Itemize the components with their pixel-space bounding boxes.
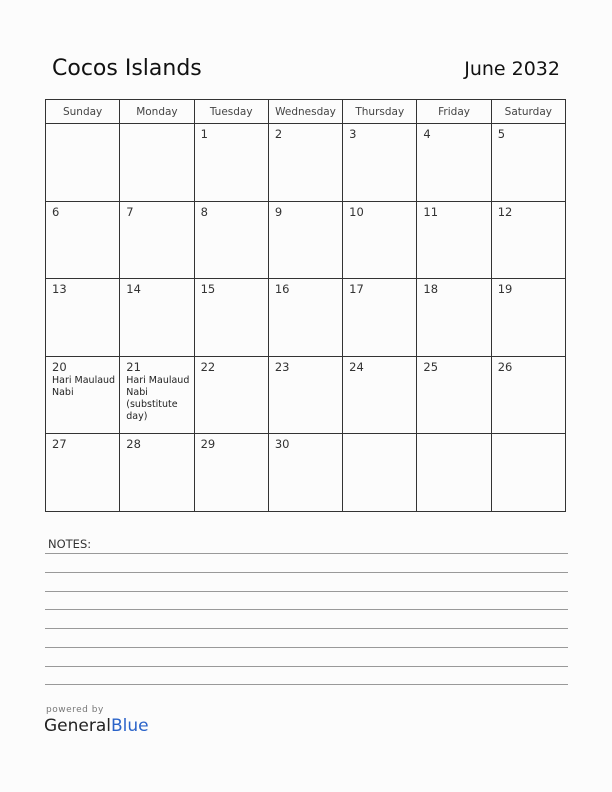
day-number: 5 (497, 127, 506, 141)
day-cell (195, 279, 269, 357)
weekday-header-saturday: Saturday (492, 100, 566, 124)
day-cell (492, 124, 566, 202)
calendar-month-title: June 2032 (464, 58, 560, 80)
day-cell (269, 434, 343, 512)
day-number: 9 (274, 204, 283, 219)
day-number: 24 (349, 359, 364, 374)
day-cell (120, 434, 194, 512)
day-cell (492, 202, 566, 280)
day-number: 14 (126, 282, 141, 297)
weekday-header-tuesday: Tuesday (195, 100, 269, 124)
day-cell (269, 202, 343, 280)
day-cell (343, 434, 417, 512)
day-cell (46, 202, 120, 280)
day-number: 29 (200, 437, 216, 452)
day-number: 18 (423, 282, 439, 297)
notes-line (45, 609, 568, 610)
day-number: 10 (349, 204, 364, 219)
holiday-label: Hari Maulaud Nabi (52, 374, 116, 398)
day-cell (195, 434, 269, 512)
day-number: 27 (52, 437, 67, 452)
day-number: 8 (200, 204, 208, 219)
day-cell (195, 357, 269, 435)
day-number: 12 (497, 204, 513, 219)
weekday-header-friday: Friday (417, 100, 491, 124)
day-cell (120, 279, 194, 357)
powered-by-label: powered by (46, 705, 104, 715)
generalblue-logo[interactable] (44, 716, 149, 736)
day-number: 25 (423, 359, 439, 374)
day-cell (46, 434, 120, 512)
day-number: 16 (274, 282, 290, 297)
day-number: 6 (52, 204, 60, 219)
day-cell (343, 202, 417, 280)
holiday-label: Hari Maulaud Nabi (substitute day) (126, 374, 190, 422)
day-number: 11 (423, 204, 439, 219)
notes-line (45, 628, 568, 629)
notes-line (45, 666, 568, 667)
notes-line (45, 572, 568, 573)
day-cell (269, 357, 343, 435)
weekday-header-sunday: Sunday (46, 100, 120, 124)
day-cell (343, 357, 417, 435)
day-number: 13 (52, 282, 67, 297)
brand-general-text: General (44, 716, 111, 736)
day-cell (46, 124, 120, 202)
day-cell (492, 279, 566, 357)
day-cell (195, 202, 269, 280)
day-cell (120, 124, 194, 202)
day-cell (343, 124, 417, 202)
day-cell (120, 357, 194, 435)
day-number: 3 (349, 127, 357, 141)
day-number: 21 (126, 359, 141, 374)
weekday-header-monday: Monday (120, 100, 194, 124)
day-cell (417, 279, 491, 357)
day-cell (269, 279, 343, 357)
day-cell (195, 124, 269, 202)
day-cell (343, 279, 417, 357)
day-cell (417, 434, 491, 512)
day-cell (120, 202, 194, 280)
day-number: 19 (497, 282, 513, 297)
day-cell (46, 357, 120, 435)
day-cell (492, 434, 566, 512)
day-number: 15 (200, 282, 216, 297)
day-number: 1 (200, 127, 208, 141)
day-number: 23 (274, 359, 290, 374)
weekday-header-wednesday: Wednesday (269, 100, 343, 124)
calendar-grid (45, 99, 566, 512)
brand-blue-text: Blue (111, 716, 149, 736)
notes-line (45, 647, 568, 648)
day-cell (492, 357, 566, 435)
notes-line (45, 684, 568, 685)
notes-line (45, 591, 568, 592)
day-number: 30 (274, 437, 290, 452)
day-number: 2 (274, 127, 283, 141)
day-cell (417, 124, 491, 202)
day-cell (417, 357, 491, 435)
day-number: 28 (126, 437, 141, 452)
notes-label: NOTES: (48, 537, 92, 551)
day-number: 17 (349, 282, 364, 297)
day-cell (417, 202, 491, 280)
day-cell (269, 124, 343, 202)
notes-line (45, 553, 568, 554)
day-number: 7 (126, 204, 134, 219)
day-number: 26 (497, 359, 513, 374)
day-number: 4 (423, 127, 431, 141)
day-number: 20 (52, 359, 67, 374)
calendar-country-title: Cocos Islands (52, 56, 202, 81)
day-number: 22 (200, 359, 216, 374)
day-cell (46, 279, 120, 357)
weekday-header-thursday: Thursday (343, 100, 417, 124)
